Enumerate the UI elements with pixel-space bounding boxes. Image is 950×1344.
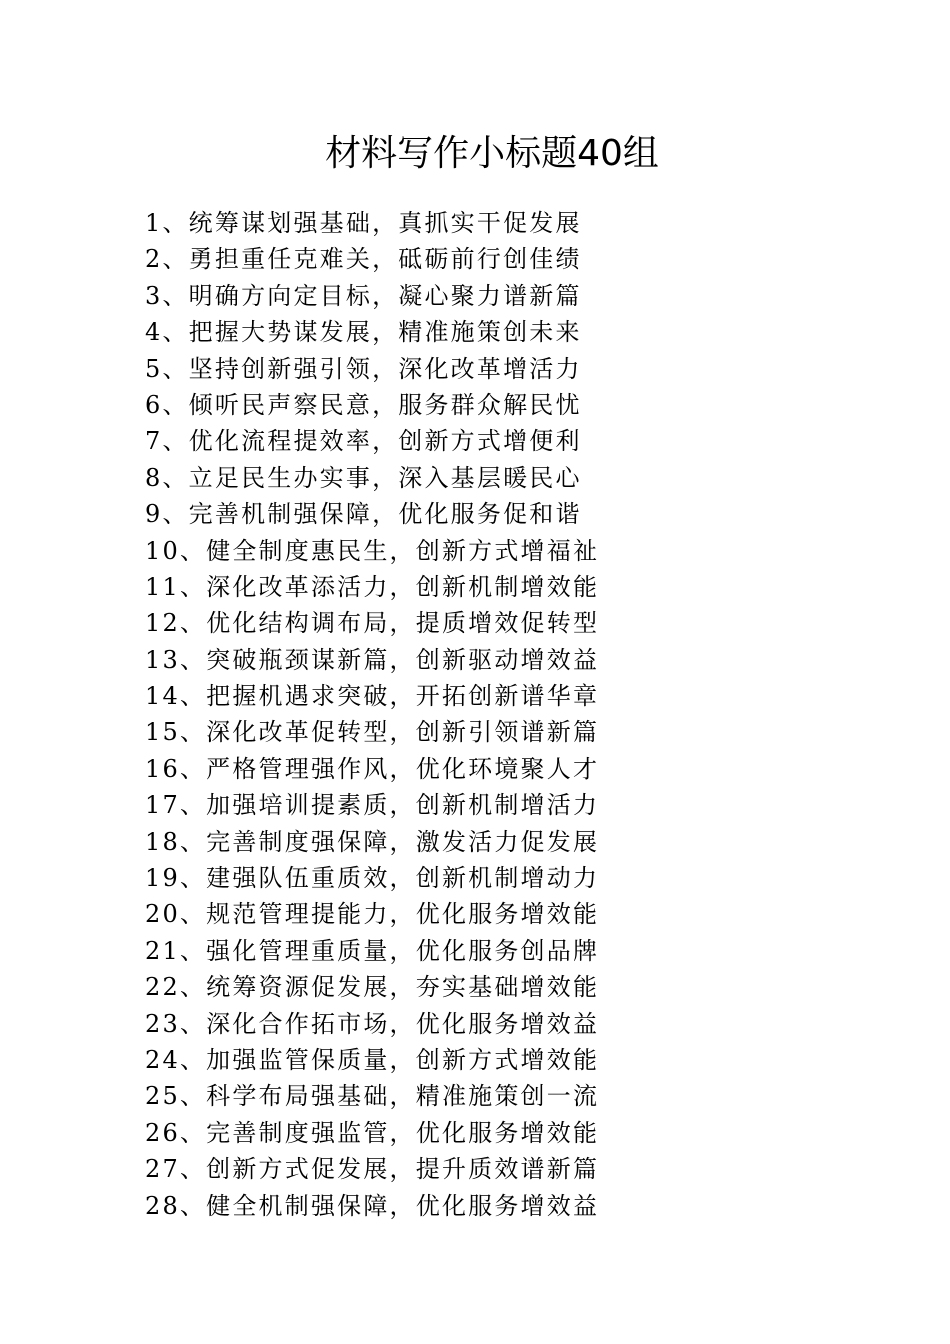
list-item: 24、加强监管保质量，创新方式增效能 bbox=[145, 1045, 600, 1074]
list-item: 27、创新方式促发展，提升质效谱新篇 bbox=[145, 1155, 600, 1184]
list-item: 11、深化改革添活力，创新机制增效能 bbox=[145, 572, 600, 601]
list-item: 7、优化流程提效率，创新方式增便利 bbox=[145, 427, 582, 456]
list-item: 5、坚持创新强引领，深化改革增活力 bbox=[145, 354, 582, 383]
list-item: 8、立足民生办实事，深入基层暖民心 bbox=[145, 463, 582, 492]
list-item: 21、强化管理重质量，优化服务创品牌 bbox=[145, 936, 600, 965]
list-item: 23、深化合作拓市场，优化服务增效益 bbox=[145, 1009, 600, 1038]
list-item: 1、统筹谋划强基础，真抓实干促发展 bbox=[145, 209, 582, 237]
list-item: 9、完善机制强保障，优化服务促和谐 bbox=[145, 500, 582, 529]
list-item: 19、建强队伍重质效，创新机制增动力 bbox=[145, 864, 600, 893]
list-item: 13、突破瓶颈谋新篇，创新驱动增效益 bbox=[145, 645, 600, 674]
list-item: 15、深化改革促转型，创新引领谱新篇 bbox=[145, 718, 600, 747]
list-item: 25、科学布局强基础，精准施策创一流 bbox=[145, 1082, 600, 1111]
list-item: 16、严格管理强作风，优化环境聚人才 bbox=[145, 754, 600, 783]
list-item: 20、规范管理提能力，优化服务增效能 bbox=[145, 900, 600, 929]
list-item: 22、统筹资源促发展，夯实基础增效能 bbox=[145, 973, 600, 1002]
document-title: 材料写作小标题40组 bbox=[325, 133, 659, 174]
list-item: 6、倾听民声察民意，服务群众解民忧 bbox=[145, 390, 582, 419]
list-item: 4、把握大势谋发展，精准施策创未来 bbox=[145, 318, 582, 347]
list-item: 18、完善制度强保障，激发活力促发展 bbox=[145, 827, 600, 856]
list-item: 10、健全制度惠民生，创新方式增福祉 bbox=[145, 536, 600, 565]
list-item: 28、健全机制强保障，优化服务增效益 bbox=[145, 1191, 600, 1220]
list-item: 2、勇担重任克难关，砥砺前行创佳绩 bbox=[145, 245, 582, 274]
list-item: 17、加强培训提素质，创新机制增活力 bbox=[145, 791, 600, 820]
list-item: 26、完善制度强监管，优化服务增效能 bbox=[145, 1118, 600, 1147]
list-item: 3、明确方向定目标，凝心聚力谱新篇 bbox=[145, 281, 582, 310]
list-item: 14、把握机遇求突破，开拓创新谱华章 bbox=[145, 682, 600, 711]
list-item: 12、优化结构调布局，提质增效促转型 bbox=[145, 609, 600, 638]
heading-list bbox=[145, 205, 599, 1224]
